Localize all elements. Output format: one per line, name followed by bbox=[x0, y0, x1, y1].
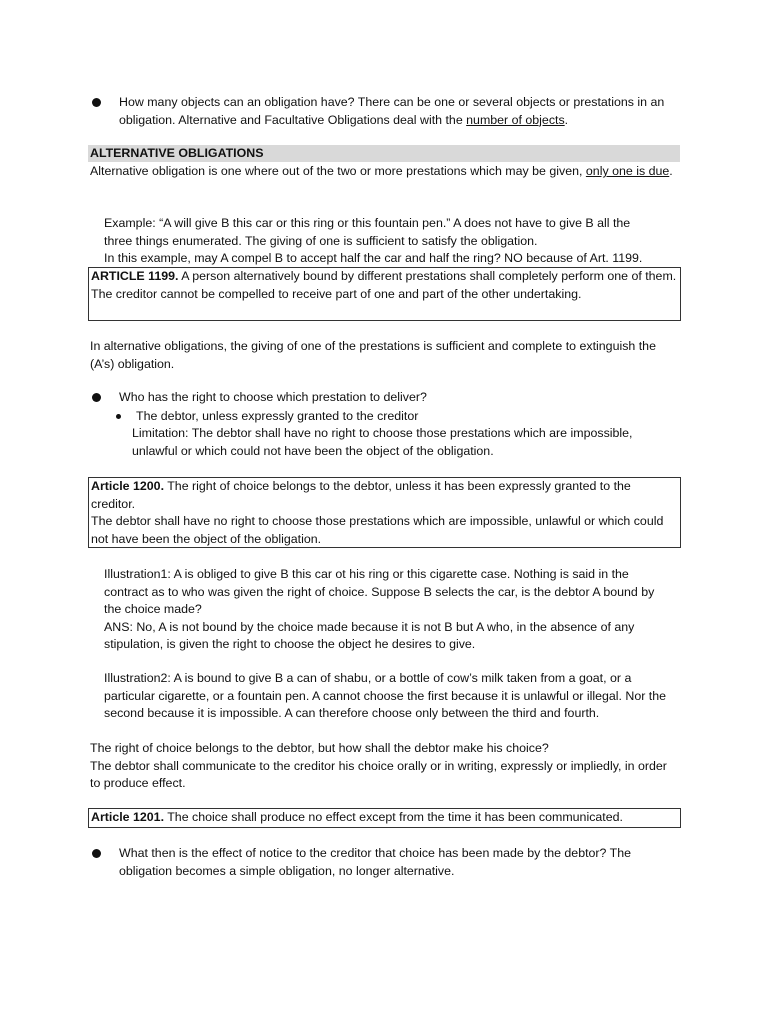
extinguish-paragraph: In alternative obligations, the giving of one of the prestations is sufficient and complete to extinguish the (A’s) obligation. bbox=[90, 339, 656, 371]
article-1200-para2: The debtor shall have no right to choose those prestations which are impossible, unlawful or which could not have been the object of the obligation. bbox=[91, 514, 664, 546]
sub-bullet-text: The debtor, unless expressly granted to the creditor bbox=[136, 409, 419, 423]
choice-manner-answer: The debtor shall communicate to the creditor his choice orally or in writing, expressly or impliedly, in order to produce effect. bbox=[90, 758, 667, 790]
choice-manner-block bbox=[90, 740, 670, 793]
article-label: ARTICLE 1199. bbox=[91, 269, 179, 283]
article-label: Article 1201. bbox=[91, 810, 165, 824]
article-text: The choice shall produce no effect except from the time it has been communicated. bbox=[164, 810, 623, 824]
article-label: Article 1200. bbox=[91, 479, 165, 493]
article-text: A person alternatively bound by different prestations shall completely perform one of them. bbox=[178, 269, 677, 283]
choice-manner-question: The right of choice belongs to the debtor, but how shall the debtor make his choice? bbox=[90, 741, 549, 755]
article-1199-para bbox=[91, 268, 678, 286]
notice-bullet-text: What then is the effect of notice to the creditor that choice has been made by the debtor? The obligation becomes a simple obligation, no longer alternative. bbox=[119, 846, 632, 878]
underlined-phrase: only one is due bbox=[585, 164, 670, 178]
illustration-1 bbox=[104, 566, 674, 654]
article-1201-para bbox=[91, 809, 678, 827]
bullet-dot bbox=[92, 849, 101, 858]
article-1199-box bbox=[88, 267, 681, 321]
intro-text: How many objects can an obligation have? There can be one or several objects or prestations in an obligation. Alternative and Facultative Obligations deal with the bbox=[119, 95, 665, 127]
illustration-1-text: Illustration1: A is obliged to give B this car ot his ring or this cigarette case. Nothing is said in the contract as to who was given the right of choice. Suppose B selects the car, is the debtor A bound by the choice made? bbox=[104, 567, 655, 616]
intro-text-end: . bbox=[564, 112, 569, 127]
illustration-1-answer: ANS: No, A is not bound by the choice made because it is not B but A who, in the absence of any stipulation, is given the right to choose the object he desires to give. bbox=[104, 619, 635, 651]
example-text: Example: “A will give B this car or this ring or this fountain pen.” A does not have to give B all the three things enumerated. The giving of one is sufficient to satisfy the obligation. bbox=[104, 216, 631, 248]
article-1201-box bbox=[88, 808, 681, 828]
section-heading: ALTERNATIVE OBLIGATIONS bbox=[88, 145, 680, 162]
article-1200-box bbox=[88, 477, 681, 548]
limitation-text: Limitation: The debtor shall have no right to choose those prestations which are impossible, unlawful or which could not have been the object of the obligation. bbox=[132, 426, 633, 458]
article-1200-para bbox=[91, 478, 678, 513]
article-1199-para2: The creditor cannot be compelled to receive part of one and part of the other undertaking. bbox=[91, 286, 582, 301]
definition-text-end: . bbox=[669, 164, 673, 178]
sub-bullet-dot bbox=[116, 414, 121, 419]
illustration-2: Illustration2: A is bound to give B a can of shabu, or a bottle of cow’s milk taken from a goat, or a particular cigarette, or a fountain pen. A cannot choose the first because it is unlawful or illegal. Nor the second because it is impossible. A can therefore choose only between the third and fourth. bbox=[104, 671, 667, 720]
definition-text: Alternative obligation is one where out of the two or more prestations which may be given, bbox=[90, 164, 586, 178]
article-text: The right of choice belongs to the debtor, unless it has been expressly granted to the creditor. bbox=[91, 479, 631, 511]
bullet-dot bbox=[92, 98, 101, 107]
choice-question-text: Who has the right to choose which prestation to deliver? bbox=[119, 390, 427, 404]
intro-bullet-text bbox=[119, 94, 675, 129]
definition-paragraph bbox=[90, 163, 676, 181]
example-block bbox=[104, 215, 660, 268]
underlined-phrase: number of objects bbox=[466, 112, 565, 127]
bullet-dot bbox=[92, 393, 101, 402]
example-question: In this example, may A compel B to accept half the car and half the ring? NO because of Art. 1199. bbox=[104, 251, 643, 265]
